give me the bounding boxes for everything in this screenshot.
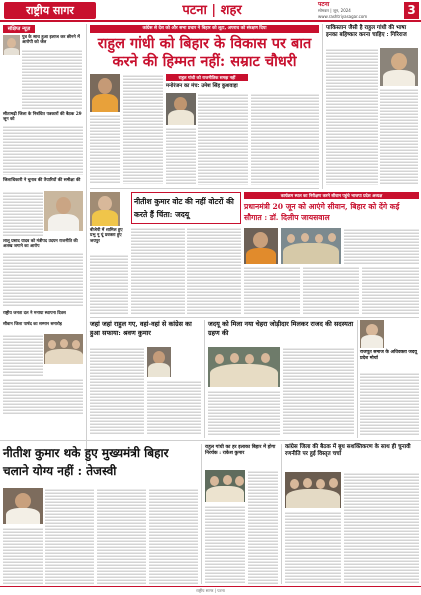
tejashwi-body-3 [97, 488, 146, 584]
giriraj-headline: पाकिस्तान जैसी है राहुल गांधी की भाषा इनका बहिष्कार करना चाहिए : गिरिराज [326, 25, 407, 38]
brief-body-4 [3, 252, 83, 307]
center-divider-3 [0, 440, 421, 441]
jdu-body-2 [208, 390, 280, 435]
bottom-divider-1 [201, 444, 202, 584]
giriraj-body-2 [380, 88, 418, 185]
brief-body-6 [3, 378, 83, 414]
nitish-vote-body-1 [131, 227, 185, 314]
brief-body-3 [3, 191, 43, 236]
newspaper-brand-logo: राष्ट्रीय सागर [4, 2, 96, 19]
umesh-photo [166, 93, 196, 125]
samrat-photo [90, 74, 120, 112]
tejashwi-headline: नीतीश कुमार थके हुए मुख्यमंत्री बिहार चलाने योग्य नहीं : तेजस्वी [3, 446, 169, 478]
congress-headline: जहां जहां राहुल गए, वहां-वहां से कांग्रेस का हुआ सफाया: श्रवण कुमार [90, 320, 192, 337]
brief-photo-5 [44, 334, 83, 364]
sub-body-1 [198, 93, 248, 185]
section-title: पटना | शहर [182, 3, 242, 18]
brief-headline-1: पुत्र के साथ हुआ इलाज कर छीनने में आरोपी को जेल [22, 35, 80, 46]
bjp-photo [90, 192, 120, 226]
tejashwi-body-4 [149, 488, 198, 584]
meeting-photo [285, 472, 341, 508]
brief-headline-2: सीतामढ़ी जिला के निबंधित पत्रकारों की बैठक 29 जून को [3, 112, 82, 123]
sub-body-3 [251, 93, 319, 185]
jdu-photo [208, 347, 280, 387]
rahul-headline: राहुल गांधी को बिहार के विकास पर बात करने की हिम्मत नहीं: सम्राट चौधरी [97, 35, 312, 70]
right-column-divider [322, 24, 323, 189]
header-city: पटना [318, 1, 330, 8]
mid-divider [204, 320, 205, 438]
giriraj-photo [380, 48, 418, 86]
lalu-photo [44, 191, 83, 231]
brief-body-2 [3, 125, 83, 175]
rahul-body-1 [90, 114, 120, 184]
briefs-tag: संक्षिप्त न्यूज़ [3, 25, 35, 33]
brief-body-1 [22, 49, 82, 109]
rakesh-body-1 [248, 470, 278, 584]
page-number: 3 [404, 2, 419, 19]
meeting-body-2 [285, 511, 341, 584]
pm-event-photo [281, 228, 341, 264]
header-info [318, 2, 402, 20]
congress-body-1 [90, 347, 144, 435]
left-column-divider [86, 24, 87, 464]
nitish-vote-headline: नीतीश कुमार वोट की नहीं वोटरों की करते हैं चिंता: जदयू [134, 197, 234, 219]
sub-body-2 [166, 127, 196, 185]
tejashwi-body-1 [45, 488, 94, 584]
tejashwi-photo [3, 488, 43, 524]
bjp-body [90, 254, 128, 314]
center-divider-2 [90, 317, 419, 318]
bottom-divider-2 [281, 444, 282, 584]
brief-headline-4: राष्ट्रीय जनता दल ने मनाया स्थापना दिवस [3, 310, 66, 315]
jaiswal-photo [244, 228, 278, 264]
congress-body-2 [147, 380, 201, 435]
rahul-sub-banner: राहुल गांधी को राजनीतिक समझ नहीं [166, 74, 248, 81]
brief-photo-1 [3, 35, 20, 55]
brief-headline-5: सीवान जिला पार्षद का सम्मान समारोह [3, 321, 62, 326]
jdu-headline: जदयू को मिला नया चेहरा जोड़ीदार मिलकर राजद की सदस्यता ग्रहण की [208, 320, 354, 337]
rajput-photo [360, 320, 384, 348]
pm-body-1 [244, 266, 300, 314]
pm-body-3 [344, 228, 419, 264]
rakesh-photo [205, 470, 245, 502]
rahul-body-2 [123, 74, 163, 184]
header-date: सोमवार | जून, 2024 [318, 8, 351, 13]
pm-headline: प्रधानमंत्री 20 जून को आएंगे सीवान, बिहार को देंगे कई सौगात : डॉ. दिलीप जायसवाल [244, 202, 400, 222]
rakesh-headline: राहुल गांधी का हर इलाका बिहार में होगा निरर्थक : राकेश कुमार [205, 444, 276, 457]
rakesh-body-2 [205, 505, 245, 584]
giriraj-body-1 [326, 48, 378, 185]
page-footer: राष्ट्रीय सागर | पटना [0, 586, 421, 595]
jdu-body-1 [283, 347, 354, 435]
right-divider-2 [357, 320, 358, 438]
brief-headline-3: जिलाधिकारी ने चुनाव की तैयारियों की समीक्षा की [3, 178, 81, 183]
rahul-sub-headline: मनोरंजन का मंच: उमेश सिंह कुशवाहा [166, 83, 238, 89]
rajput-body [360, 372, 419, 435]
pm-body-2 [303, 266, 359, 314]
rajput-headline: राजपूत समाज के अधिवक्ता जदयू प्रदेश मोर्चा [360, 350, 417, 361]
congress-meeting-headline: कांग्रेस जिला की बैठक में बूथ सशक्तिकरण के साथ ही चुनावी रणनीति पर हुई विस्तृत चर्चा [285, 444, 411, 458]
meeting-body-1 [344, 472, 419, 584]
pm-body-4 [362, 266, 419, 314]
bjp-caption: बीजेपी में शामिल हुए प्रभु नू यूं प्रवक्ता हुए जयपुर [90, 228, 123, 244]
tejashwi-body-2 [3, 527, 43, 584]
top-banner: कांग्रेस से देश को और सभा प्रचार ने बिहार को लूटा, अपराध को संरक्षण दिया [90, 25, 319, 33]
lalu-caption: लालू प्रसाद यादव को मंत्रीपद उदयन राजनीति की अलख जगाने का आरोप [3, 238, 78, 249]
header-website: www.rashtriyasagar.com [318, 14, 368, 19]
brief-body-5 [3, 334, 43, 376]
nitish-vote-body-2 [187, 227, 241, 314]
pm-banner: कार्यक्रम स्थल का निरीक्षण करने सीवान पहुंचे भाजपा प्रदेश अध्यक्ष [244, 192, 419, 199]
shravan-photo [147, 347, 171, 377]
center-divider-1 [90, 188, 319, 189]
